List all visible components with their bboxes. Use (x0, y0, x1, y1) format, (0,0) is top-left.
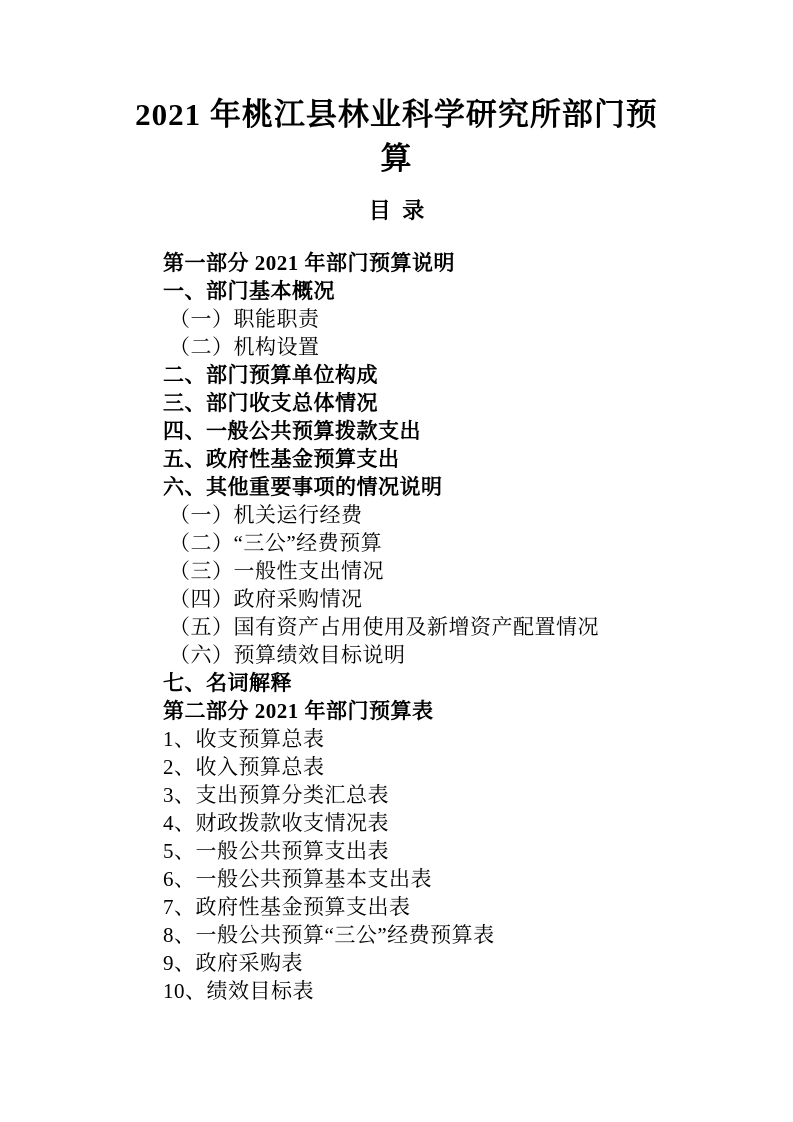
toc-item: 三、部门收支总体情况 (163, 391, 378, 415)
toc-item: 5、一般公共预算支出表 (163, 839, 389, 863)
toc-item: 3、支出预算分类汇总表 (163, 783, 389, 807)
toc-item: （三）一般性支出情况 (169, 559, 384, 583)
toc-item: 七、名词解释 (163, 671, 292, 695)
document-title-line-2: 算 (380, 141, 413, 176)
toc-item: 4、财政拨款收支情况表 (163, 811, 389, 835)
toc-item: （二）机构设置 (169, 335, 320, 359)
toc-item: 7、政府性基金预算支出表 (163, 895, 411, 919)
toc-item: 四、一般公共预算拨款支出 (163, 419, 421, 443)
document-title (60, 93, 733, 181)
toc-item: 1、收支预算总表 (163, 727, 325, 751)
toc-item: 一、部门基本概况 (163, 279, 335, 303)
document-title-line-1: 2021 年桃江县林业科学研究所部门预 (135, 97, 658, 132)
toc-item: 2、收入预算总表 (163, 755, 325, 779)
toc-item: （二）“三公”经费预算 (169, 531, 383, 555)
toc-item: 第一部分 2021 年部门预算说明 (163, 251, 455, 275)
toc-item: （五）国有资产占用使用及新增资产配置情况 (169, 615, 599, 639)
toc-item: （六）预算绩效目标说明 (169, 643, 406, 667)
toc-item: 六、其他重要事项的情况说明 (163, 475, 443, 499)
toc-item: 五、政府性基金预算支出 (163, 447, 400, 471)
toc-item: （一）机关运行经费 (169, 503, 363, 527)
toc-item: 6、一般公共预算基本支出表 (163, 867, 432, 891)
toc-item: 8、一般公共预算“三公”经费预算表 (163, 923, 495, 947)
toc-list (163, 249, 753, 1005)
toc-item: 二、部门预算单位构成 (163, 363, 378, 387)
toc-item: （一）职能职责 (169, 307, 320, 331)
toc-item: 9、政府采购表 (163, 951, 303, 975)
toc-item: （四）政府采购情况 (169, 587, 363, 611)
toc-heading: 目 录 (368, 198, 425, 223)
toc-item: 第二部分 2021 年部门预算表 (163, 699, 434, 723)
toc-item: 10、绩效目标表 (163, 979, 314, 1003)
